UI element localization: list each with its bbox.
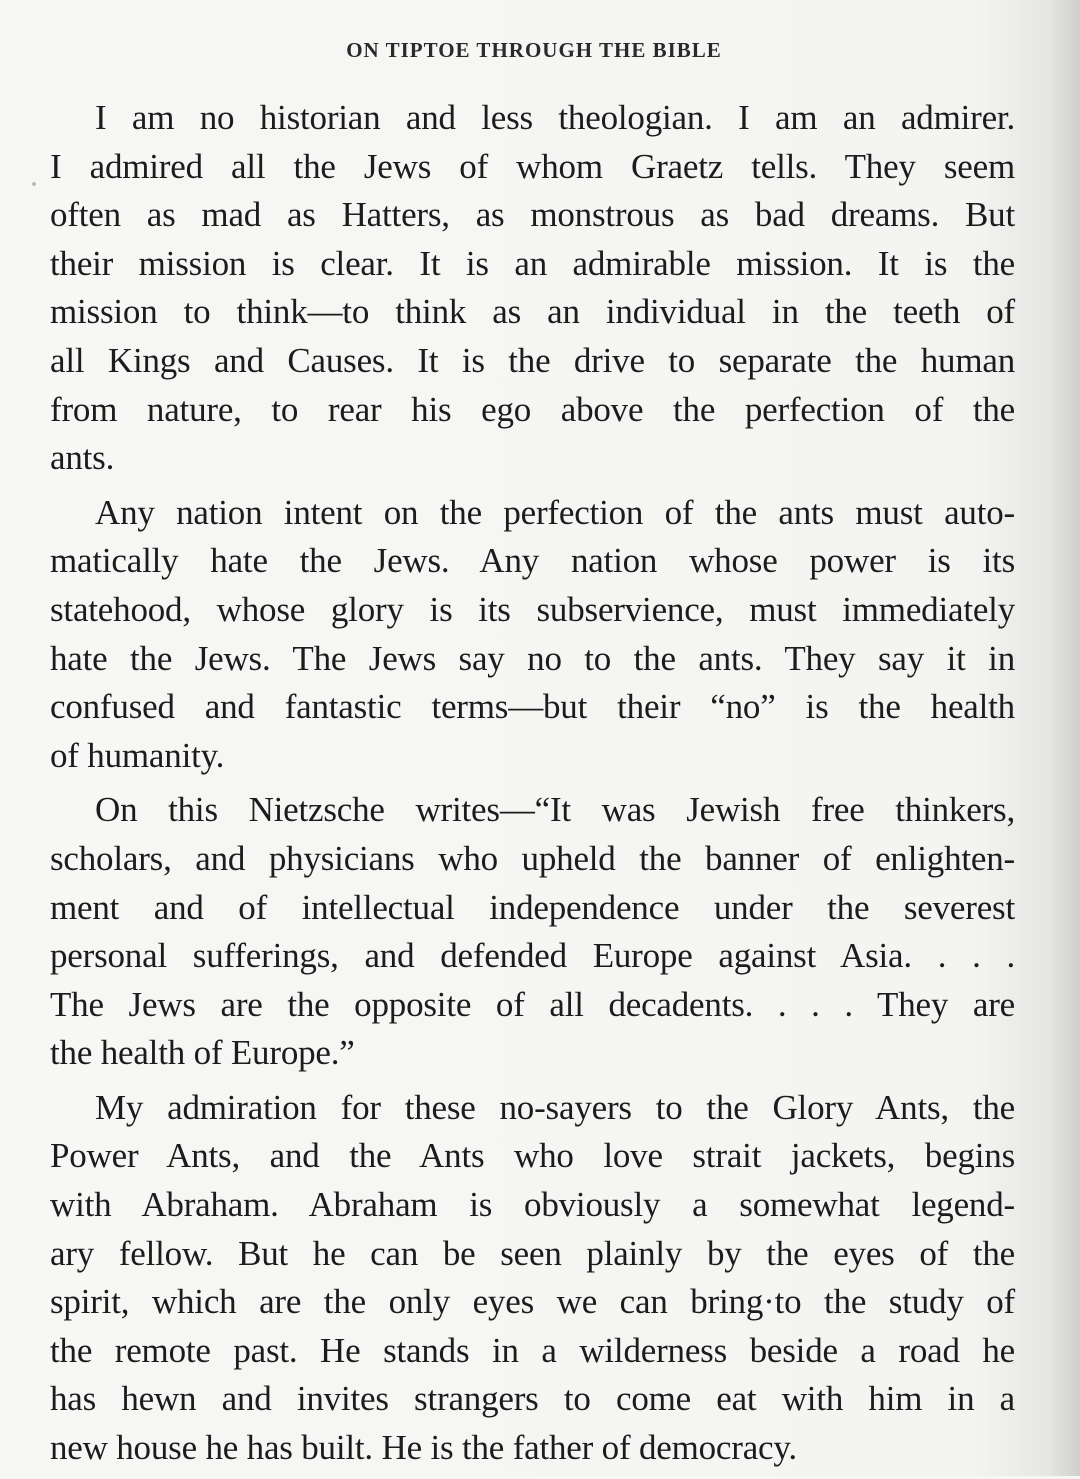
body-text <box>50 94 1015 1479</box>
text-line: statehood, whose glory is its subservience, must immediately <box>50 589 1015 629</box>
text-line: new house he has built. He is the father of democracy. <box>50 1428 797 1468</box>
text-line: ary fellow. But he can be seen plainly by the eyes of the <box>50 1233 1015 1273</box>
paragraph-2 <box>50 489 1015 781</box>
print-speck <box>32 182 36 186</box>
text-line: My admiration for these no-sayers to the Glory Ants, the <box>95 1087 1015 1127</box>
text-line: The Jews are the opposite of all decadents. . . . They are <box>50 984 1015 1024</box>
text-line: has hewn and invites strangers to come eat with him in a <box>50 1379 1015 1419</box>
text-line: of humanity. <box>50 735 225 775</box>
text-line: scholars, and physicians who upheld the banner of enlighten- <box>50 838 1015 878</box>
text-line: I admired all the Jews of whom Graetz tells. They seem <box>50 146 1015 186</box>
text-line: ants. <box>50 438 115 478</box>
text-line: matically hate the Jews. Any nation whose power is its <box>50 541 1015 581</box>
text-line: Any nation intent on the perfection of the ants must auto- <box>95 492 1015 532</box>
text-line: with Abraham. Abraham is obviously a somewhat legend- <box>50 1185 1015 1225</box>
paragraph-3 <box>50 786 1015 1078</box>
text-line: mission to think—to think as an individual in the teeth of <box>50 292 1015 332</box>
text-line: all Kings and Causes. It is the drive to separate the human <box>50 340 1015 380</box>
paragraph-4 <box>50 1084 1015 1473</box>
text-line: their mission is clear. It is an admirable mission. It is the <box>50 243 1015 283</box>
text-line: from nature, to rear his ego above the perfection of the <box>50 389 1015 429</box>
text-line: personal sufferings, and defended Europe against Asia. . . . <box>50 936 1015 976</box>
text-line: confused and fantastic terms—but their “no” is the health <box>50 687 1015 727</box>
running-head: ON TIPTOE THROUGH THE BIBLE <box>346 38 722 62</box>
text-line: Power Ants, and the Ants who love strait jackets, begins <box>50 1136 1015 1176</box>
text-line: hate the Jews. The Jews say no to the ants. They say it in <box>50 638 1015 678</box>
text-line: ment and of intellectual independence under the severest <box>50 887 1015 927</box>
text-line: the remote past. He stands in a wilderness beside a road he <box>50 1330 1015 1370</box>
text-line: I am no historian and less theologian. I am an admirer. <box>95 98 1015 137</box>
text-line: On this Nietzsche writes—“It was Jewish free thinkers, <box>95 790 1015 830</box>
text-line: the health of Europe.” <box>50 1033 355 1073</box>
text-line: spirit, which are the only eyes we can bring·to the study of <box>50 1282 1015 1322</box>
paragraph-1 <box>50 94 1015 483</box>
text-line: often as mad as Hatters, as monstrous as bad dreams. But <box>50 195 1015 235</box>
